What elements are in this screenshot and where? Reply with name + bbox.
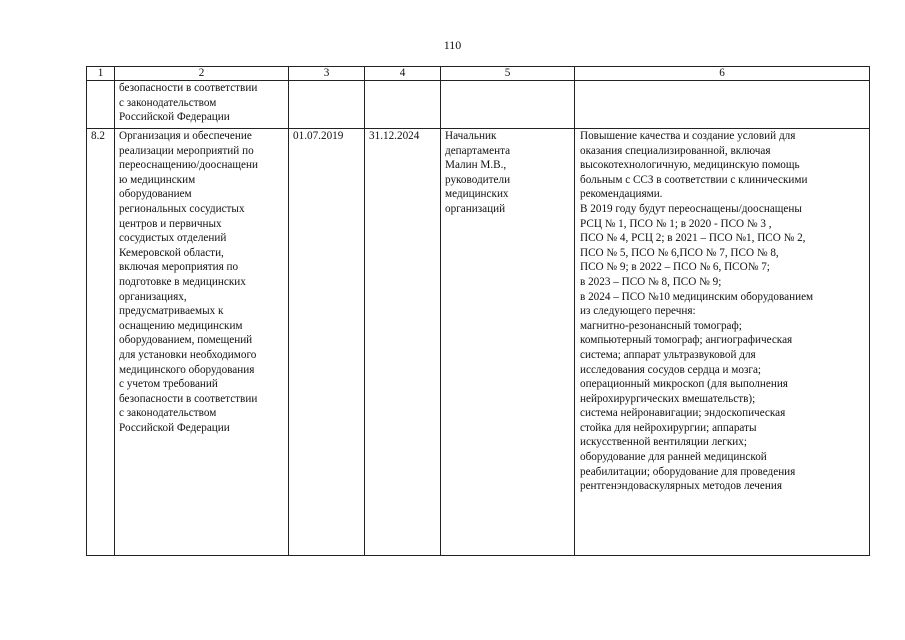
table-header-row xyxy=(87,67,870,81)
cell-result: Повышение качества и создание условий для оказания специализированной, включая высокотехнологичную, медицинскую помощь больным с ССЗ в соответствии с клиническими рекомендациями. В 2019 году будут переоснащены/дооснащены РСЦ № 1, ПСО № 1; в 2020 - ПСО № 3 , ПСО № 4, РСЦ 2; в 2021 – ПСО №1, ПСО № 2, ПСО № 5, ПСО № 6,ПСО № 7, ПСО № 8, ПСО № 9; в 2022 – ПСО № 6, ПСО№ 7; в 2023 – ПСО № 8, ПСО № 9; в 2024 – ПСО №10 медицинским оборудованием из следующего перечня: магнитно-резонансный томограф; компьютерный томограф; ангиографическая система; аппарат ультразвуковой для исследования сосудов сердца и мозга; операционный микроскоп (для выполнения нейрохирургических вмешательств); система нейронавигации; эндоскопическая стойка для нейрохирургии; аппараты искусственной вентиляции легких; оборудование для ранней медицинской реабилитации; оборудование для проведения рентгенэндоваскулярных методов лечения xyxy=(575,129,870,556)
cell-activity: безопасности в соответствии с законодательством Российской Федерации xyxy=(115,81,289,129)
header-col-3: 3 xyxy=(289,67,365,81)
cell-number: 8.2 xyxy=(87,129,115,556)
cell-start-date: 01.07.2019 xyxy=(289,129,365,556)
cell-number xyxy=(87,81,115,129)
cell-result xyxy=(575,81,870,129)
header-col-1: 1 xyxy=(87,67,115,81)
cell-activity: Организация и обеспечение реализации мероприятий по переоснащению/дооснащени ю медицинским оборудованием региональных сосудистых центров и первичных сосудистых отделений Кемеровской области, включая мероприятия по подготовке в медицинских организациях, предусматриваемых к оснащению медицинским оборудованием, помещений для установки необходимого медицинского оборудования с учетом требований безопасности в соответствии с законодательством Российской Федерации xyxy=(115,129,289,556)
table-row-8-2 xyxy=(87,129,870,556)
header-col-4: 4 xyxy=(365,67,441,81)
cell-responsible: Начальник департамента Малин М.В., руководители медицинских организаций xyxy=(441,129,575,556)
measures-table xyxy=(86,66,870,556)
header-col-2: 2 xyxy=(115,67,289,81)
page-number: 110 xyxy=(443,38,462,52)
cell-end-date: 31.12.2024 xyxy=(365,129,441,556)
table-row-continuation xyxy=(87,81,870,129)
header-col-5: 5 xyxy=(441,67,575,81)
cell-end-date xyxy=(365,81,441,129)
cell-start-date xyxy=(289,81,365,129)
cell-responsible xyxy=(441,81,575,129)
header-col-6: 6 xyxy=(575,67,870,81)
